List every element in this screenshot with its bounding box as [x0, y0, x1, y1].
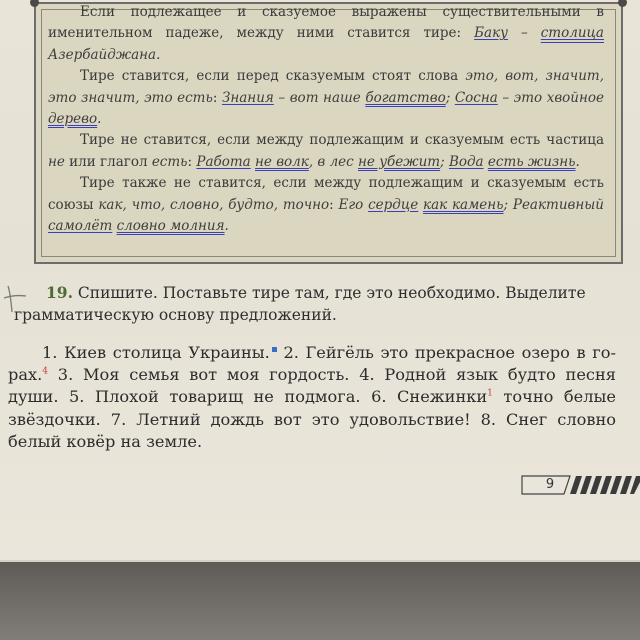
example-text: ; — [503, 196, 513, 213]
example-subject: Работа — [196, 153, 251, 170]
rule-text-span: Если подлежащее и сказуемое выражены существительными в именительном падеже, между ними ставится тире: — [48, 4, 604, 42]
exercise-instruction: Спишите. Поставьте тире там, где это необходимо. Выделите грамматическую основу предложений. — [14, 284, 586, 324]
example-text: – это хвойное — [497, 89, 605, 106]
rule-paragraph-4 — [48, 173, 604, 237]
example-predicate: не волк — [255, 153, 309, 170]
exercise-number: 19. — [46, 283, 73, 302]
exercise-task — [14, 282, 626, 326]
example-predicate: столица — [540, 25, 604, 42]
example-predicate: не убежит — [358, 153, 441, 170]
rule-text-span: : — [212, 89, 222, 106]
keyword-list: это, вот, значит, это значит, это есть — [48, 68, 604, 106]
rule-paragraph-2 — [48, 66, 604, 130]
example-subject: Сосна — [454, 89, 498, 106]
example-predicate: словно молния — [116, 218, 225, 235]
example-text: . — [97, 111, 102, 128]
table-surface — [0, 562, 640, 640]
keyword: не — [48, 153, 65, 170]
example-subject: Баку — [474, 25, 508, 42]
corner-ornament — [30, 0, 39, 7]
sentence-text: 2. Гейгёль это прекрасное озеро в горах. — [8, 343, 616, 385]
keyword-list: как, что, словно, будто, точно — [98, 196, 330, 213]
rule-text — [48, 2, 604, 237]
example-subject: Вода — [448, 153, 484, 170]
example-text: Азербайджана. — [48, 46, 161, 63]
example-predicate: богатство — [365, 89, 446, 106]
exercise-body — [8, 342, 616, 453]
example-text: . — [575, 153, 580, 170]
example-text: , в лес — [308, 153, 359, 170]
example-subject: самолёт — [48, 218, 113, 235]
page-number: 9 — [545, 477, 555, 492]
example-subject: Знания — [221, 89, 274, 106]
rule-text-span: : — [329, 196, 339, 213]
example-predicate: есть жизнь — [487, 153, 576, 170]
rule-paragraph-3 — [48, 130, 604, 173]
example-text: Его — [338, 196, 369, 213]
rule-paragraph-1 — [48, 2, 604, 66]
example-predicate: дерево — [48, 111, 98, 128]
rule-text-span: Тире ставится, если перед сказуемым стоят слова — [80, 68, 466, 85]
footnote-marker: 4 — [42, 366, 49, 377]
exercise-header — [14, 282, 626, 326]
example-text: ; — [445, 89, 455, 106]
sentence-text: 1. Киев столица Украины. — [42, 343, 270, 362]
example-text: – — [507, 25, 541, 42]
sentence-text: точно белые звёздочки. 7. Летний дождь вот это удовольствие! 8. Снег словно белый ковёр на земле. — [8, 387, 616, 451]
example-text: Реактивный — [512, 196, 604, 213]
rule-text-span: : — [187, 153, 197, 170]
example-predicate: как камень — [423, 196, 504, 213]
exercise-sentences — [8, 342, 616, 453]
keyword: есть — [151, 153, 188, 170]
example-text: ; — [440, 153, 449, 170]
example-text: – вот наше — [273, 89, 366, 106]
example-subject: сердце — [368, 196, 419, 213]
footnote-marker: 1 — [487, 389, 493, 400]
rule-text-span: или глагол — [64, 153, 152, 170]
rule-text-span: Тире также не ставится, если между подлежащим и сказуемым есть союзы — [48, 175, 604, 213]
example-text: . — [224, 218, 229, 235]
sentence-text: 3. Моя семья вот моя гордость. 4. Родной язык будто песня души. 5. Плохой товарищ не подмога. 6. Снежинки — [8, 365, 616, 407]
rule-text-span: Тире не ставится, если между подлежащим и сказуемым есть частица — [80, 132, 604, 149]
